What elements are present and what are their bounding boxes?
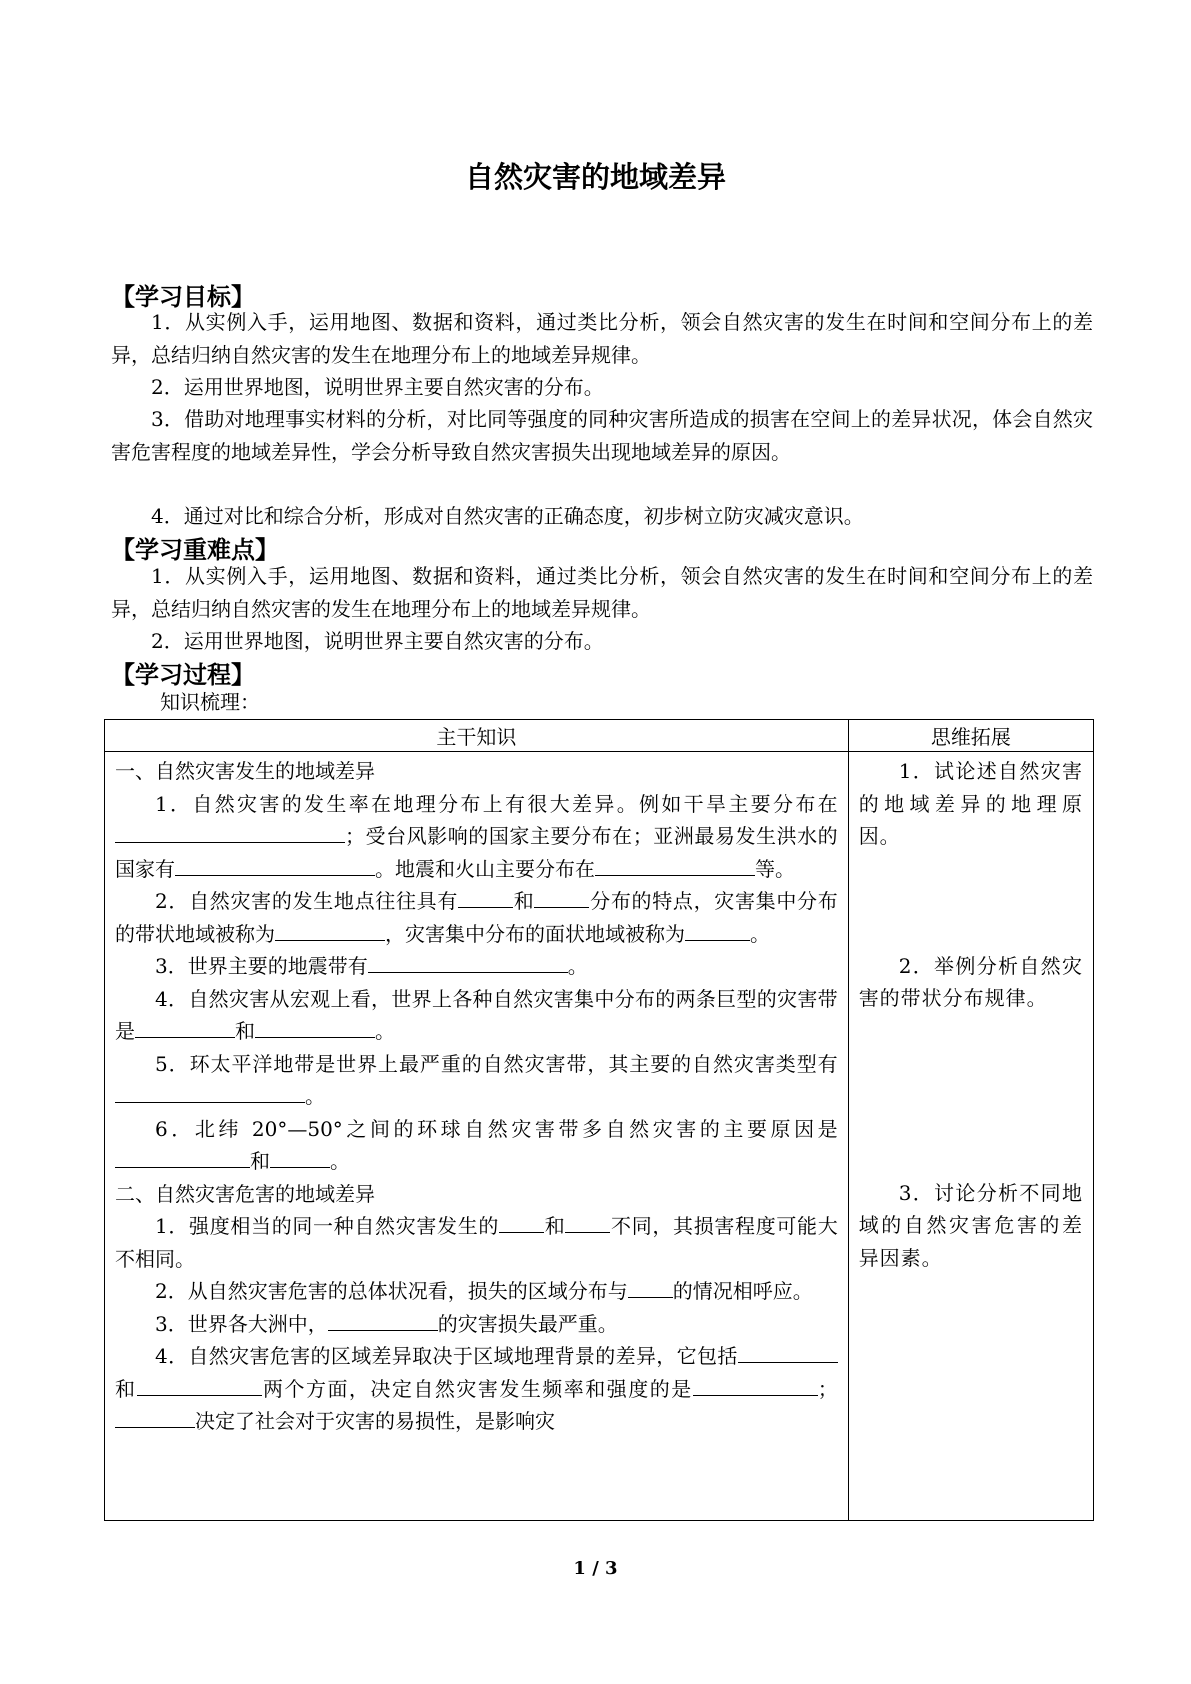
- question-text: 1．自然灾害的发生率在地理分布上有很大差异。例如干旱主要分布在: [155, 791, 838, 816]
- question-text: 不同，其损害程度可能大不相同。: [115, 1214, 838, 1271]
- spacer: [859, 1015, 1083, 1177]
- objective-item-3: 3．借助对地理事实材料的分析，对比同等强度的同种灾害所造成的损害在空间上的差异状况，体会自然灾害危害程度的地域差异性，学会分析导致自然灾害损失出现地域差异的原因。: [111, 407, 1093, 464]
- question-text: 和: [513, 889, 535, 913]
- question-9: [115, 1308, 838, 1341]
- process-note: 知识梳理：: [160, 690, 260, 714]
- key-point-item-1: 1．从实例入手，运用地图、数据和资料，通过类比分析，领会自然灾害的发生在时间和空间分布上的差异，总结归纳自然灾害的发生在地理分布上的地域差异规律。: [111, 564, 1093, 621]
- question-text: 3．世界主要的地震带有: [155, 954, 368, 978]
- fill-in-blank[interactable]: [458, 885, 513, 908]
- column-header-side: 思维拓展: [848, 720, 1093, 752]
- question-text: 2．从自然灾害危害的总体状况看，损失的区域分布与: [155, 1279, 628, 1303]
- question-text: 4．自然灾害危害的区域差异取决于区域地理背景的差异，它包括: [155, 1344, 738, 1368]
- objectives-heading: 【学习目标】: [111, 283, 255, 311]
- question-text: 。: [567, 954, 588, 978]
- spacer: [859, 853, 1083, 950]
- fill-in-blank[interactable]: [628, 1275, 673, 1298]
- question-text: 1．强度相当的同一种自然灾害发生的: [155, 1214, 500, 1238]
- knowledge-table: [104, 719, 1094, 1521]
- question-4: [115, 983, 838, 1048]
- question-text: 。: [305, 1084, 325, 1108]
- fill-in-blank[interactable]: [499, 1210, 544, 1233]
- fill-in-blank[interactable]: [275, 918, 385, 941]
- fill-in-blank[interactable]: [137, 1373, 262, 1396]
- fill-in-blank[interactable]: [595, 853, 755, 876]
- key-point-item-2: 2．运用世界地图，说明世界主要自然灾害的分布。: [151, 629, 604, 653]
- question-text: 的灾害损失最严重。: [437, 1311, 618, 1336]
- fill-in-blank[interactable]: [270, 1145, 330, 1168]
- question-text: 分布的特点，灾害集中分布的带状地域被称为: [115, 889, 838, 946]
- question-text: ，灾害集中分布的面状地域被称为: [385, 921, 685, 946]
- question-1: [115, 788, 838, 886]
- question-text: 3．世界各大洲中，: [155, 1311, 328, 1336]
- fill-in-blank[interactable]: [175, 853, 375, 876]
- question-text: 等。: [755, 856, 795, 881]
- fill-in-blank[interactable]: [534, 885, 589, 908]
- question-text: 和: [250, 1149, 270, 1173]
- question-text: 的情况相呼应。: [672, 1279, 813, 1303]
- question-text: 6．北纬 20°—50°之间的环球自然灾害带多自然灾害的主要原因是: [155, 1116, 838, 1141]
- fill-in-blank[interactable]: [328, 1308, 438, 1331]
- key-points-heading: 【学习重难点】: [111, 536, 279, 564]
- question-text: ；受台风影响的国家主要分布在；亚洲最易发生洪水的国家有: [115, 824, 838, 881]
- question-7: [115, 1210, 838, 1275]
- objective-item-4: 4．通过对比和综合分析，形成对自然灾害的正确态度，初步树立防灾减灾意识。: [151, 504, 864, 528]
- question-text: ；: [817, 1376, 838, 1401]
- question-10: [115, 1340, 838, 1438]
- table-body-row: [105, 752, 1094, 1521]
- fill-in-blank[interactable]: [693, 1373, 818, 1396]
- objective-item-1: 1．从实例入手，运用地图、数据和资料，通过类比分析，领会自然灾害的发生在时间和空间分布上的差异，总结归纳自然灾害的发生在地理分布上的地域差异规律。: [111, 310, 1093, 367]
- fill-in-blank[interactable]: [368, 950, 568, 973]
- objective-item-2: 2．运用世界地图，说明世界主要自然灾害的分布。: [151, 375, 604, 399]
- extension-question-2: 2．举例分析自然灾害的带状分布规律。: [858, 953, 1083, 1010]
- question-3: [115, 950, 838, 983]
- question-text: 两个方面，决定自然灾害发生频率和强度的是: [261, 1376, 693, 1401]
- question-text: 。: [750, 921, 770, 946]
- fill-in-blank[interactable]: [115, 820, 345, 843]
- question-text: 决定了社会对于灾害的易损性，是影响灾: [195, 1409, 555, 1433]
- fill-in-blank[interactable]: [255, 1015, 375, 1038]
- extension-question-3: 3．讨论分析不同地域的自然灾害危害的差异因素。: [858, 1180, 1083, 1270]
- section-1-heading: 一、自然灾害发生的地域差异: [115, 759, 375, 783]
- question-text: 2．自然灾害的发生地点往往具有: [155, 889, 459, 913]
- fill-in-blank[interactable]: [115, 1080, 305, 1103]
- fill-in-blank[interactable]: [565, 1210, 610, 1233]
- table-header-row: [105, 720, 1094, 752]
- fill-in-blank[interactable]: [135, 1015, 235, 1038]
- page-number: 1 / 3: [573, 1558, 618, 1579]
- fill-in-blank[interactable]: [115, 1405, 195, 1428]
- question-text: 5．环太平洋地带是世界上最严重的自然灾害带，其主要的自然灾害类型有: [155, 1051, 838, 1076]
- extension-question-1: 1．试论述自然灾害的地域差异的地理原因。: [858, 759, 1083, 848]
- thinking-extension-cell: [848, 752, 1093, 1521]
- question-text: 和: [115, 1376, 137, 1401]
- fill-in-blank[interactable]: [685, 918, 750, 941]
- column-header-main: 主干知识: [105, 720, 849, 752]
- section-2-heading: 二、自然灾害危害的地域差异: [115, 1181, 375, 1206]
- question-text: 。: [375, 1019, 395, 1043]
- question-text: 和: [235, 1019, 255, 1043]
- question-text: 。: [330, 1149, 350, 1173]
- question-text: 。地震和火山主要分布在: [375, 856, 595, 881]
- document-title: 自然灾害的地域差异: [464, 160, 726, 194]
- fill-in-blank[interactable]: [738, 1340, 838, 1363]
- question-6: [115, 1113, 838, 1178]
- fill-in-blank[interactable]: [115, 1145, 250, 1168]
- question-2: [115, 885, 838, 950]
- process-heading: 【学习过程】: [111, 661, 255, 689]
- question-5: [115, 1048, 838, 1113]
- question-8: [115, 1275, 838, 1308]
- question-text: 和: [544, 1214, 566, 1238]
- question-text: 4．自然灾害从宏观上看，世界上各种自然灾害集中分布的两条巨型的灾害带是: [115, 986, 838, 1043]
- main-knowledge-cell: [105, 752, 849, 1521]
